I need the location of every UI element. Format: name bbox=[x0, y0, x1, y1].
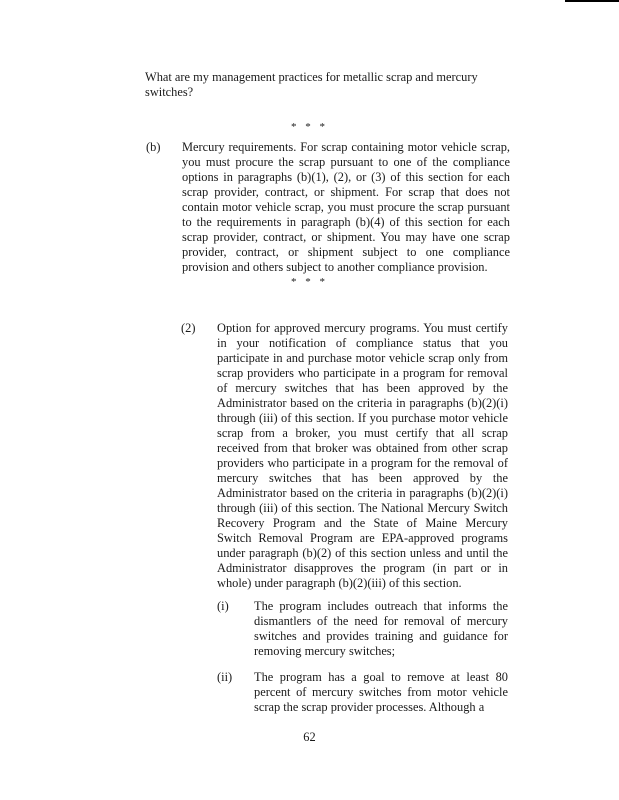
paragraph-b2-text: Option for approved mercury programs. You must certify in your notification of compliance status that you participate in and purchase motor vehicle scrap only from scrap providers who participate in a program for removal of mercury switches that has been approved by the Administrator based on the criteria in paragraphs (b)(2)(i) through (iii) of this section. If you purchase motor vehicle scrap from a broker, you must certify that all scrap received from that broker was obtained from other scrap providers who participate in a program for the removal of mercury switches that has been approved by the Administrator based on the criteria in paragraphs (b)(2)(i) through (iii) of this section. The National Mercury Switch Recovery Program and the State of Maine Mercury Switch Removal Program are EPA-approved programs under paragraph (b)(2) of this section unless and until the Administrator disapproves the program (in part or in whole) under paragraph (b)(2)(iii) of this section. bbox=[217, 321, 508, 590]
scan-corner-mark bbox=[565, 0, 619, 2]
separator-asterisks: * * * bbox=[291, 276, 328, 288]
paragraph-label-b2: (2) bbox=[181, 321, 196, 335]
section-heading: What are my management practices for metallic scrap and mercury switches? bbox=[145, 70, 478, 99]
paragraph-b-text: Mercury requirements. For scrap containing motor vehicle scrap, you must procure the scrap pursuant to one of the compliance options in paragraphs (b)(1), (2), or (3) of this section for each scrap provider, contract, or shipment. For scrap that does not contain motor vehicle scrap, you must procure the scrap pursuant to the requirements in paragraph (b)(4) of this section for each scrap provider, contract, or shipment. You may have one scrap provider, contract, or shipment subject to one compliance provision and others subject to another compliance provision. bbox=[182, 140, 510, 274]
item-ii-text: The program has a goal to remove at least 80 percent of mercury switches from motor vehicle scrap the scrap provider processes. Although a bbox=[254, 670, 508, 714]
separator-asterisks: * * * bbox=[291, 121, 328, 133]
page-number: 62 bbox=[303, 730, 316, 744]
item-i-text: The program includes outreach that informs the dismantlers of the need for removal of mercury switches and provides training and guidance for removing mercury switches; bbox=[254, 599, 508, 658]
item-label-ii: (ii) bbox=[217, 670, 233, 684]
item-label-i: (i) bbox=[217, 599, 229, 613]
paragraph-label-b: (b) bbox=[146, 140, 161, 154]
